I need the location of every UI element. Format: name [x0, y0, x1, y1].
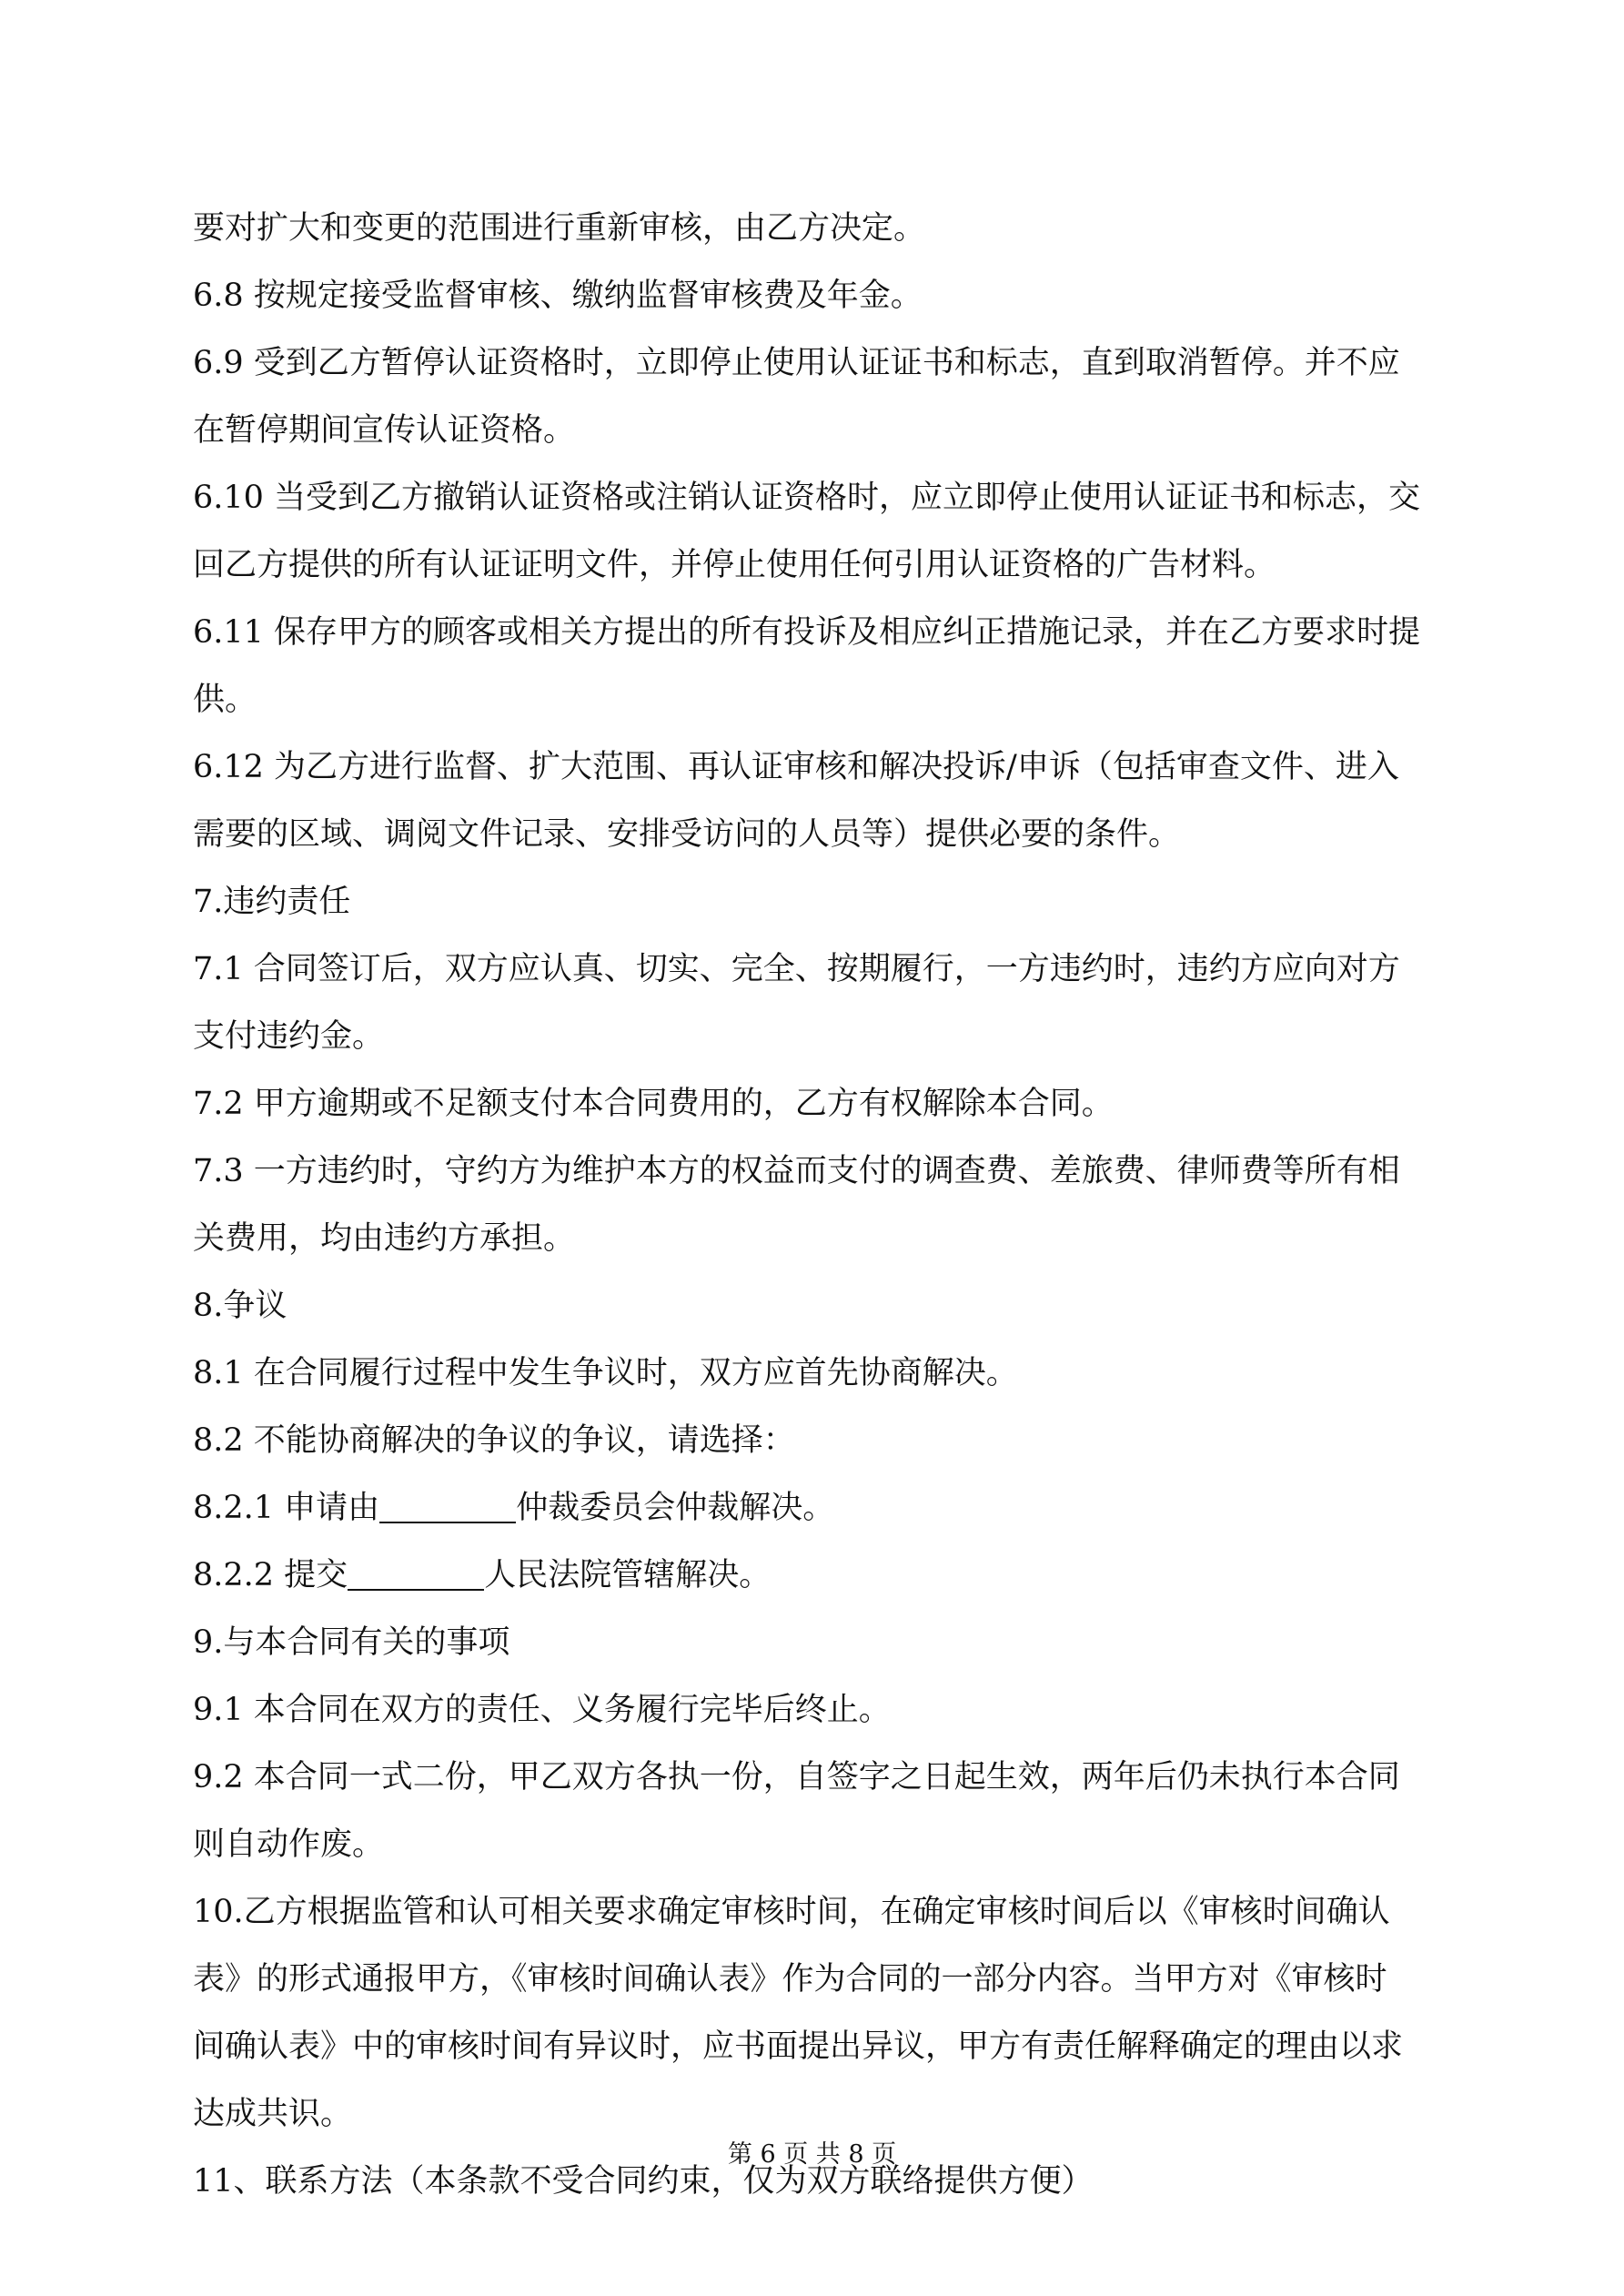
clause-9-1: 9.1 本合同在双方的责任、义务履行完毕后终止。 [193, 1692, 891, 1728]
clause-6-12-line-1: 6.12 为乙方进行监督、扩大范围、再认证审核和解决投诉/申诉（包括审查文件、进入 [193, 749, 1399, 785]
clause-6-9-line-1: 6.9 受到乙方暂停认证资格时，立即停止使用认证证书和标志，直到取消暂停。并不应 [193, 345, 1400, 381]
section-9-heading: 9.与本合同有关的事项 [193, 1624, 510, 1661]
clause-7-3-line-2: 关费用，均由违约方承担。 [193, 1220, 576, 1257]
clause-6-9-line-2: 在暂停期间宣传认证资格。 [193, 412, 576, 449]
section-8-heading: 8.争议 [193, 1288, 287, 1324]
section-10-line-1: 10.乙方根据监管和认可相关要求确定审核时间，在确定审核时间后以《审核时间确认 [193, 1894, 1390, 1930]
page-number-footer: 第 6 页 共 8 页 [727, 2140, 897, 2169]
clause-9-2-line-1: 9.2 本合同一式二份，甲乙双方各执一份，自签字之日起生效，两年后仍未执行本合同 [193, 1759, 1400, 1795]
clause-9-2-line-2: 则自动作废。 [193, 1826, 385, 1863]
clause-7-1-line-1: 7.1 合同签订后，双方应认真、切实、完全、按期履行，一方违约时，违约方应向对方 [193, 951, 1400, 987]
clause-8-2-1 [193, 1474, 1439, 1542]
section-7-heading: 7.违约责任 [193, 884, 351, 920]
section-10-line-3: 间确认表》中的审核时间有异议时，应书面提出异议，甲方有责任解释确定的理由以求 [193, 2028, 1404, 2065]
clause-6-11-line-2: 供。 [193, 682, 257, 718]
option-2-prefix: 8.2.2 提交 [193, 1557, 348, 1593]
clause-8-1: 8.1 在合同履行过程中发生争议时，双方应首先协商解决。 [193, 1355, 1018, 1391]
section-10-line-4: 达成共识。 [193, 2096, 353, 2132]
clause-7-3-line-1: 7.3 一方违约时，守约方为维护本方的权益而支付的调查费、差旅费、律师费等所有相 [193, 1153, 1400, 1189]
clause-8-2-2 [193, 1542, 1439, 1609]
text-line: 要对扩大和变更的范围进行重新审核，由乙方决定。 [193, 210, 926, 247]
clause-7-1-line-2: 支付违约金。 [193, 1018, 385, 1055]
clause-6-8: 6.8 按规定接受监督审核、缴纳监督审核费及年金。 [193, 278, 923, 314]
section-10-line-2: 表》的形式通报甲方，《审核时间确认表》作为合同的一部分内容。当甲方对《审核时 [193, 1961, 1387, 1998]
clause-8-2: 8.2 不能协商解决的争议的争议，请选择： [193, 1422, 795, 1459]
arbitration-commission-blank[interactable] [379, 1485, 516, 1523]
clause-6-11-line-1: 6.11 保存甲方的顾客或相关方提出的所有投诉及相应纠正措施记录，并在乙方要求时提 [193, 614, 1421, 651]
section-11-heading: 11、联系方法（本条款不受合同约束，仅为双方联络提供方便） [193, 2163, 1094, 2200]
option-2-suffix: 人民法院管辖解决。 [484, 1557, 772, 1593]
option-1-prefix: 8.2.1 申请由 [193, 1490, 380, 1526]
clause-6-10-line-1: 6.10 当受到乙方撤销认证资格或注销认证资格时，应立即停止使用认证证书和标志，交 [193, 480, 1421, 516]
clause-6-10-line-2: 回乙方提供的所有认证证明文件，并停止使用任何引用认证资格的广告材料。 [193, 547, 1276, 583]
document-body [193, 195, 1439, 2215]
clause-6-12-line-2: 需要的区域、调阅文件记录、安排受访问的人员等）提供必要的条件。 [193, 816, 1181, 853]
option-1-suffix: 仲裁委员会仲裁解决。 [516, 1490, 835, 1526]
court-blank[interactable] [348, 1553, 484, 1591]
clause-7-2: 7.2 甲方逾期或不足额支付本合同费用的，乙方有权解除本合同。 [193, 1086, 1114, 1122]
